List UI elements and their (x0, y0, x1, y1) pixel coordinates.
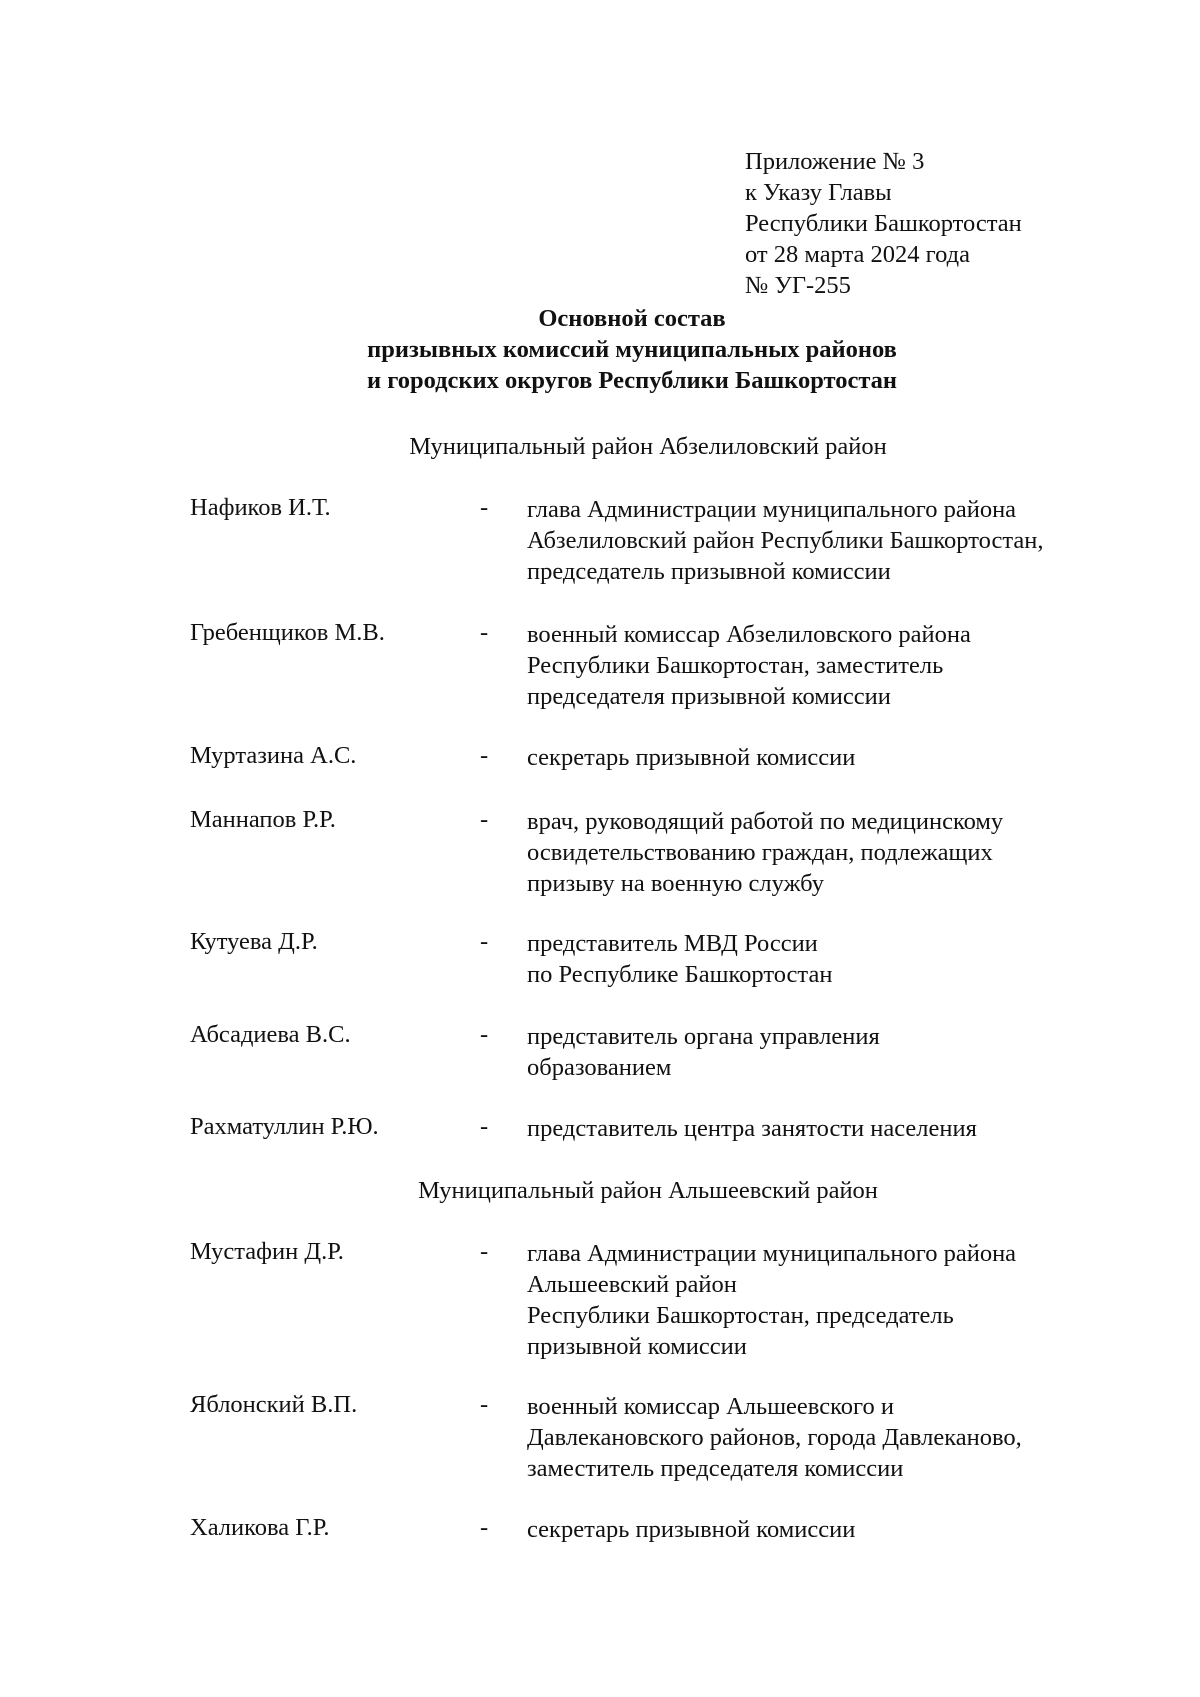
member-name: Халикова Г.Р. (190, 1514, 330, 1541)
member-dash: - (480, 928, 489, 955)
role-line: председатель призывной комиссии (527, 558, 891, 585)
appendix-reference-block (745, 146, 1022, 301)
member-dash: - (480, 742, 489, 769)
member-dash: - (480, 1391, 489, 1418)
role-line: председателя призывной комиссии (527, 683, 891, 710)
member-dash: - (480, 806, 489, 833)
role-line: секретарь призывной комиссии (527, 744, 856, 771)
title-line: призывных комиссий муниципальных районов (367, 336, 897, 363)
appendix-line: № УГ-255 (745, 272, 851, 299)
member-role (527, 1113, 1107, 1144)
district-heading: Муниципальный район Абзелиловский район (409, 433, 887, 460)
role-line: Давлекановского районов, города Давлеканово, (527, 1424, 1022, 1451)
member-name: Яблонский В.П. (190, 1391, 358, 1418)
appendix-line: Приложение № 3 (745, 148, 925, 175)
role-line: призыву на военную службу (527, 870, 824, 897)
member-name: Гребенщиков М.В. (190, 619, 385, 646)
role-line: секретарь призывной комиссии (527, 1516, 856, 1543)
role-line: Республики Башкортостан, заместитель (527, 652, 944, 679)
role-line: представитель МВД России (527, 930, 818, 957)
member-name: Кутуева Д.Р. (190, 928, 318, 955)
member-role (527, 1391, 1107, 1484)
member-dash: - (480, 494, 489, 521)
member-role (527, 1021, 1107, 1083)
member-name: Маннапов Р.Р. (190, 806, 336, 833)
role-line: по Республике Башкортостан (527, 961, 833, 988)
role-line: образованием (527, 1054, 672, 1081)
title-line: и городских округов Республики Башкортостан (366, 367, 898, 394)
role-line: Альшеевский район (527, 1271, 737, 1298)
member-role (527, 806, 1107, 899)
appendix-line: к Указу Главы (745, 179, 892, 206)
role-line: военный комиссар Альшеевского и (527, 1393, 894, 1420)
district-heading: Муниципальный район Альшеевский район (418, 1177, 878, 1204)
document-title (0, 303, 1200, 396)
appendix-line: от 28 марта 2024 года (745, 241, 970, 268)
role-line: заместитель председателя комиссии (527, 1455, 904, 1482)
role-line: глава Администрации муниципального района (527, 496, 1017, 523)
member-dash: - (480, 1238, 489, 1265)
role-line: представитель органа управления (527, 1023, 880, 1050)
role-line: глава Администрации муниципального района (527, 1240, 1017, 1267)
member-role (527, 928, 1107, 990)
member-dash: - (480, 1021, 489, 1048)
role-line: освидетельствованию граждан, подлежащих (527, 839, 993, 866)
member-name: Мустафин Д.Р. (190, 1238, 344, 1265)
member-dash: - (480, 1113, 489, 1140)
role-line: военный комиссар Абзелиловского района (527, 621, 971, 648)
member-role (527, 742, 1107, 773)
member-name: Нафиков И.Т. (190, 494, 331, 521)
member-role (527, 1238, 1107, 1362)
member-dash: - (480, 1514, 489, 1541)
role-line: Абзелиловский район Республики Башкортостан, (527, 527, 1044, 554)
appendix-line: Республики Башкортостан (745, 210, 1022, 237)
role-line: призывной комиссии (527, 1333, 747, 1360)
role-line: врач, руководящий работой по медицинскому (527, 808, 1004, 835)
member-role (527, 494, 1107, 587)
member-role (527, 1514, 1107, 1545)
role-line: представитель центра занятости населения (527, 1115, 977, 1142)
member-name: Муртазина А.С. (190, 742, 357, 769)
role-line: Республики Башкортостан, председатель (527, 1302, 954, 1329)
member-name: Рахматуллин Р.Ю. (190, 1113, 379, 1140)
title-line: Основной состав (538, 305, 726, 332)
member-role (527, 619, 1107, 712)
member-name: Абсадиева В.С. (190, 1021, 351, 1048)
member-dash: - (480, 619, 489, 646)
